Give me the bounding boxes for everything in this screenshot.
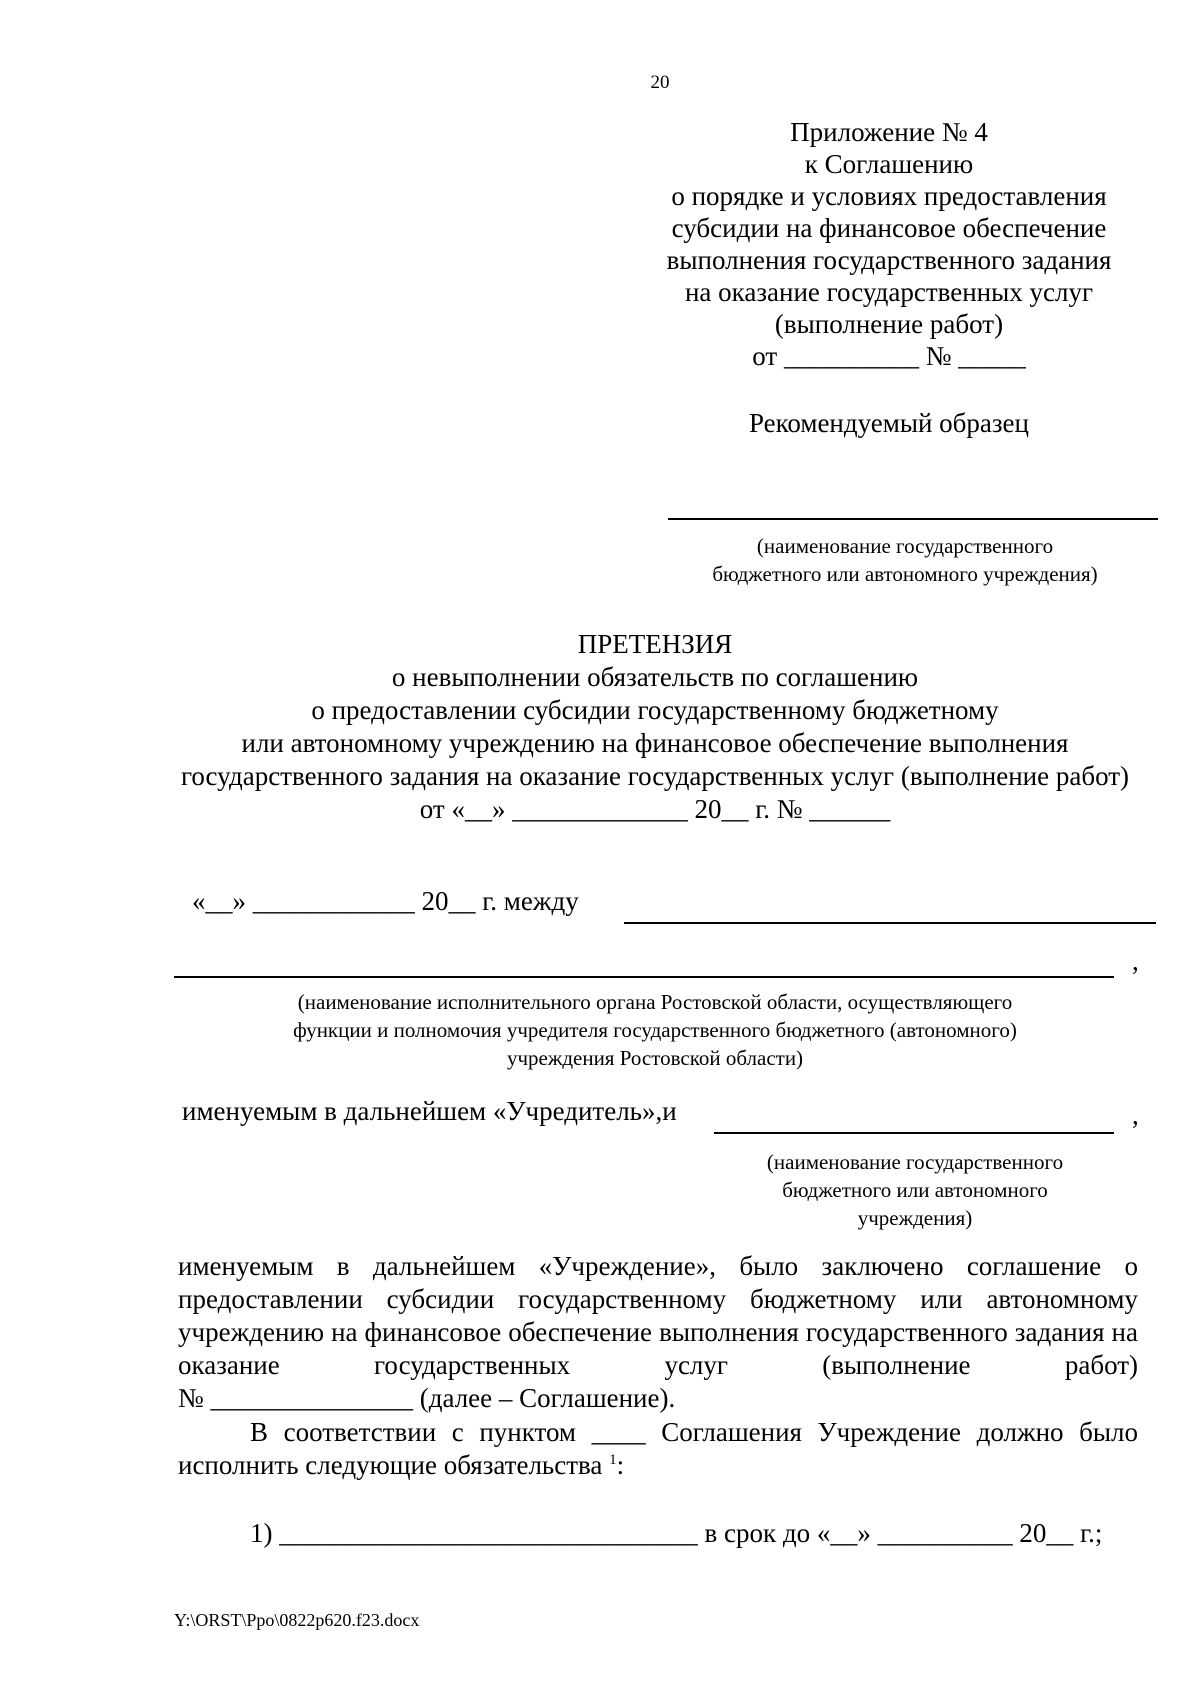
caption-line: бюджетного или автономного учреждения)	[712, 562, 1098, 586]
claim-subtitle-line: государственного задания на оказание государственных услуг (выполнение работ)	[180, 761, 1130, 791]
obligations-paragraph	[178, 1416, 1138, 1482]
founder-named-text: именуемым в дальнейшем «Учредитель»,и	[182, 1096, 677, 1126]
appendix-line: на оказание государственных услуг	[684, 277, 1094, 307]
appendix-line: о порядке и условиях предоставления	[671, 181, 1107, 211]
caption-line: функции и полномочия учредителя государственного бюджетного (автономного)	[293, 1018, 1017, 1042]
appendix-line: к Соглашению	[804, 149, 974, 179]
caption-line: (наименование государственного	[766, 1150, 1064, 1174]
comma: ,	[1132, 1100, 1139, 1130]
caption-line: учреждения)	[857, 1206, 973, 1230]
caption-line: бюджетного или автономного	[782, 1178, 1048, 1202]
comma: ,	[1132, 946, 1139, 976]
appendix-line: от __________ № _____	[752, 341, 1026, 371]
claim-title	[170, 628, 1140, 826]
appendix-line: выполнения государственного задания	[666, 245, 1112, 275]
claim-heading: ПРЕТЕНЗИЯ	[577, 629, 733, 659]
claim-date-line: от «__» _____________ 20__ г. № ______	[419, 794, 891, 824]
institution-caption	[650, 532, 1160, 588]
founder-name-line-2	[174, 976, 1114, 978]
claim-subtitle-line: о предоставлении субсидии государственному бюджетному	[311, 695, 999, 725]
footer-file-path: Y:\ORST\Ppo\0822p620.f23.docx	[174, 1610, 420, 1630]
institution-name-line-2	[714, 1132, 1114, 1134]
footnote-mark: 1	[609, 1452, 617, 1468]
agreement-paragraph-last: № _______________ (далее – Соглашение).	[178, 1383, 676, 1413]
appendix-line: (выполнение работ)	[774, 309, 1004, 339]
appendix-line: субсидии на финансовое обеспечение	[671, 213, 1107, 243]
sample-label: Рекомендуемый образец	[748, 408, 1029, 438]
founder-name-line-1	[624, 922, 1156, 924]
obligation-item-1: 1) _______________________________ в срок до «__» __________ 20__ г.;	[250, 1518, 1103, 1548]
caption-line: (наименование исполнительного органа Ростовской области, осуществляющего	[297, 990, 1013, 1014]
page-number: 20	[650, 72, 670, 93]
obligations-tail: :	[616, 1450, 625, 1480]
caption-line: (наименование государственного	[756, 534, 1054, 558]
contract-date-line: «__» ____________ 20__ г. между	[192, 886, 579, 916]
institution-caption-2	[700, 1148, 1130, 1232]
appendix-header	[652, 116, 1126, 372]
agreement-paragraph	[178, 1250, 1138, 1415]
claim-subtitle-line: о невыполнении обязательств по соглашению	[391, 662, 919, 692]
claim-subtitle-line: или автономному учреждению на финансовое обеспечение выполнения	[241, 728, 1069, 758]
obligations-text: В соответствии с пунктом ____ Соглашения Учреждение должно было исполнить следующие обязательства	[178, 1417, 1138, 1480]
agreement-paragraph-body: именуемым в дальнейшем «Учреждение», было заключено соглашение о предоставлении субсидии государственному бюджетному или автономному учреждению на финансовое обеспечение выполнения государственного задания на оказание государственных услуг (выполнение работ)	[178, 1251, 1138, 1380]
founder-caption	[170, 988, 1140, 1072]
caption-line: учреждения Ростовской области)	[506, 1046, 804, 1070]
appendix-line: Приложение № 4	[790, 117, 988, 147]
institution-name-line	[668, 518, 1158, 520]
